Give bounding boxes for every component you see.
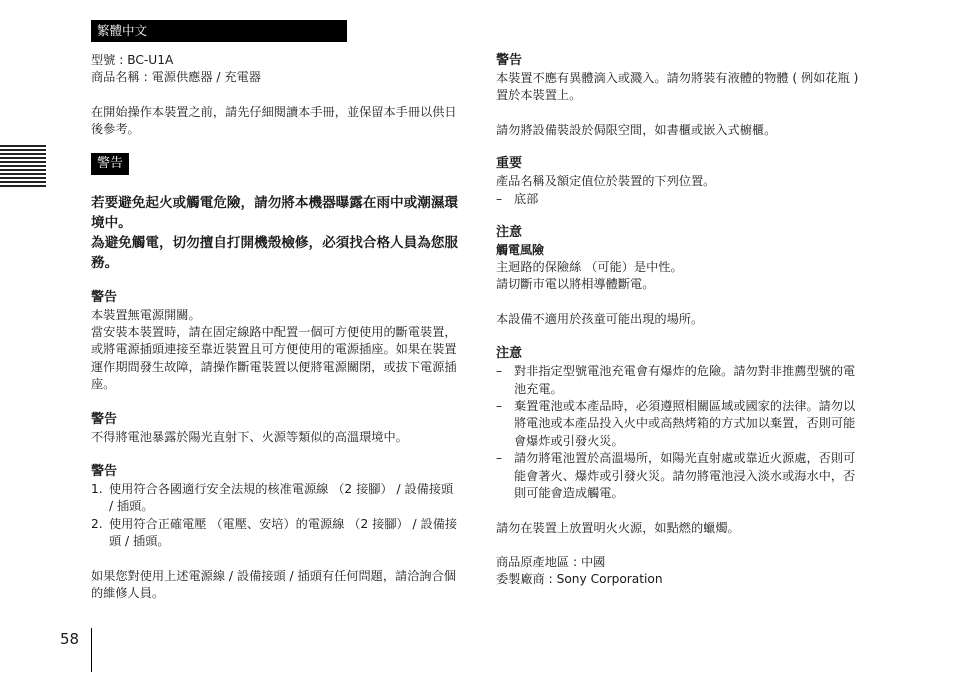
- caution-2-text-2: 請勿在裝置上放置明火火源，如點燃的蠟燭。: [496, 520, 740, 535]
- list-text: 對非指定型號電池充電會有爆炸的危險。請勿對非推薦型號的電池充電。: [514, 364, 856, 396]
- caution-1-title: 注意: [496, 225, 523, 241]
- main-warning-line-1: 若要避免起火或觸電危險，請勿將本機器曝露在雨中或潮濕環境中。: [91, 194, 459, 231]
- warning-2-title: 警告: [91, 411, 118, 427]
- warning-4-text-1: 本裝置不應有異體滴入或濺入。請勿將裝有液體的物體 ( 例如花瓶 ) 置於本裝置上。: [496, 71, 859, 103]
- list-marker: 1.: [91, 482, 103, 497]
- intro-text: 在開始操作本裝置之前，請先仔細閱讀本手冊，並保留本手冊以供日後參考。: [91, 104, 457, 137]
- main-warning-line-2: 為避免觸電，切勿擅自打開機殼檢修，必須找合格人員為您服務。: [91, 234, 459, 271]
- list-item: [496, 450, 866, 502]
- list-marker: 2.: [91, 516, 103, 531]
- list-marker: –: [496, 364, 503, 379]
- list-text: 底部: [514, 191, 539, 206]
- section-index-tab: [0, 145, 46, 189]
- important-section: [496, 155, 866, 208]
- caution-section-1: [496, 224, 866, 328]
- warning-box-label: 警告: [91, 153, 129, 175]
- warning-section-2: [91, 411, 461, 446]
- caution-1-text-2: 本設備不適用於孩童可能出現的場所。: [496, 311, 704, 326]
- left-column: [91, 20, 461, 603]
- list-item: [91, 516, 461, 551]
- caution-1-subtitle: 觸電風險: [496, 243, 545, 258]
- list-text: 棄置電池或本產品時，必須遵照相關區域或國家的法律。請勿以將電池或本產品投入火中或高熱烤箱的方式加以棄置，否則可能會爆炸或引發火災。: [514, 399, 856, 448]
- list-marker: –: [496, 399, 503, 414]
- warning-section-3: [91, 463, 461, 602]
- list-text: 請勿將電池置於高溫場所，如陽光直射處或靠近火源處，否則可能會著火、爆炸或引發火災。請勿將電池浸入淡水或海水中，否則可能會造成觸電。: [514, 451, 856, 501]
- warning-1-title: 警告: [91, 289, 118, 305]
- warning-section-4: [496, 52, 866, 139]
- caution-2-title: 注意: [496, 346, 523, 362]
- important-text: 產品名稱及額定值位於裝置的下列位置。: [496, 174, 716, 189]
- main-warning: [91, 193, 461, 273]
- product-name: 商品名稱 : 電源供應器 / 充電器: [91, 70, 261, 85]
- list-text: 使用符合正確電壓 （電壓、安培）的電源線 （2 接腳） / 設備接頭 / 插頭。: [109, 516, 458, 549]
- caution-1-line-2: 請切斷市電以將相導體斷電。: [496, 277, 655, 292]
- important-title: 重要: [496, 156, 523, 172]
- warning-1-line-2: 當安裝本裝置時，請在固定線路中配置一個可方便使用的斷電裝置，或將電源插頭連接至靠近裝置且可方便使用的電源插座。如果在裝置運作期間發生故障，請操作斷電裝置以便將電源關閉，或拔下電源插座。: [91, 325, 457, 392]
- warning-section-1: [91, 289, 461, 394]
- warning-3-footer: 如果您對使用上述電源線 / 設備接頭 / 插頭有任何問題，請洽詢合個的維修人員。: [91, 568, 456, 601]
- list-item: [496, 191, 866, 208]
- caution-2-list: [496, 363, 866, 502]
- warning-2-text: 不得將電池暴露於陽光直射下、火源等類似的高溫環境中。: [91, 429, 408, 444]
- language-label: 繁體中文: [91, 20, 347, 42]
- list-item: [496, 398, 866, 450]
- list-item: [496, 363, 866, 398]
- list-marker: –: [496, 451, 503, 466]
- manufacturer-text: 委製廠商 : Sony Corporation: [496, 572, 663, 587]
- warning-3-title: 警告: [91, 464, 118, 480]
- warning-3-list: [91, 481, 461, 551]
- right-column: [496, 52, 866, 589]
- warning-4-title: 警告: [496, 53, 523, 68]
- list-item: [91, 481, 461, 516]
- important-list: [496, 191, 866, 208]
- page-number: 58: [60, 630, 80, 648]
- warning-1-line-1: 本裝置無電源開關。: [91, 307, 201, 322]
- list-text: 使用符合各國適行安全法規的核准電源線 （2 接腳） / 設備接頭 / 插頭。: [109, 482, 454, 514]
- warning-4-text-2: 請勿將設備裝設於侷限空間，如書櫃或嵌入式櫥櫃。: [496, 122, 777, 137]
- list-marker: –: [496, 191, 503, 206]
- page-divider: [91, 628, 92, 672]
- origin-text: 商品原產地區 : 中國: [496, 554, 606, 569]
- model-number: 型號 : BC-U1A: [91, 53, 174, 67]
- caution-section-2: [496, 345, 866, 537]
- caution-1-line-1: 主迴路的保險絲 （可能）是中性。: [496, 260, 683, 275]
